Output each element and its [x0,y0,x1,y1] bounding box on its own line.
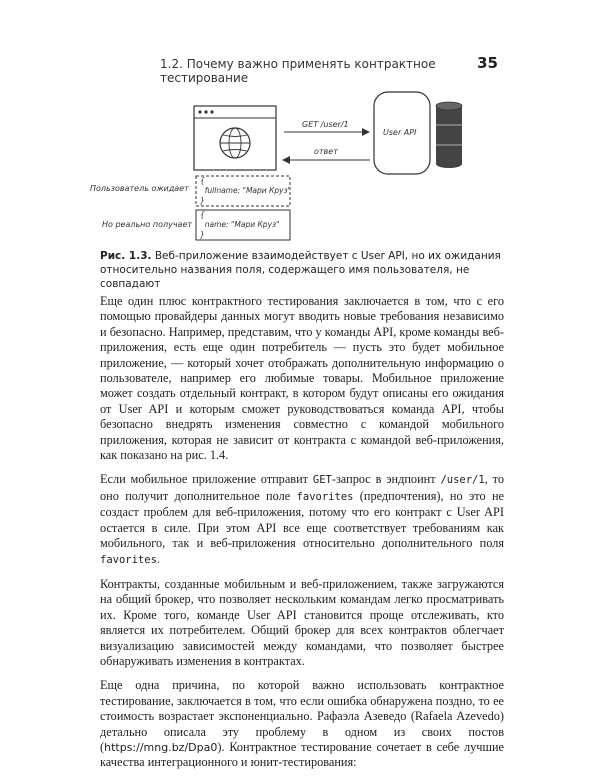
paragraph-2: Если мобильное приложение отправит GET-запрос в эндпоинт /user/1, то оно получит дополнительное поле favorites (предпочтения), но это не создаст проблем для веб-приложения, потому что его контракт с User API остается в силе. При этом API все еще соответствует требованиям как мобильного, так и веб-приложения относительно дополнительного поля favorites. [100,472,505,566]
code-get: GET [312,474,332,487]
expects-label: Пользователь ожидает [90,184,189,193]
globe-icon [220,128,250,158]
caption-label: Рис. 1.3. [100,250,152,262]
browser-dot-3 [210,110,213,113]
blog-link[interactable]: https://mng.bz/Dpa0 [104,740,218,754]
paragraph-3: Контракты, созданные мобильным и веб-приложением, также загружаются на общий брокер, что позволяет нескольким командам легко просматривать их. Кроме того, команде User API становится проще отслеживать, кто является их потребителем. Общий брокер для всех контрактов облегчает визуализацию зависимостей между командами, что позволяет быстрее обнаруживать изменения в контрактах. [100,576,504,668]
expected-json: { fullname: "Мари Круз" } [200,176,292,205]
actual-json: { name: "Мари Круз" } [200,210,280,239]
figure-caption [100,249,510,291]
database-icon [436,102,462,168]
code-favorites: favorites [296,490,354,503]
code-favorites-2: favorites [100,553,157,566]
browser-dot-2 [204,110,207,113]
receives-label: Но реально получает [102,220,193,229]
code-endpoint: /user/1 [440,474,485,487]
user-api-label: User API [383,128,417,137]
caption-text: Веб-приложение взаимодействует с User API, но их ожидания относительно названия поля, содержащего имя пользователя, не совпадают [100,250,501,290]
paragraph-4: Еще одна причина, по которой важно использовать контрактное тестирование, заключается в том, что если ошибка обнаружена поздно, то ее стоимость возрастает экспоненциально. Рафаэла Азеведо (Rafaela Azevedo) детально описала эту проблему в одном из своих постов (https://mng.bz/Dpa0). Контрактное тестирование сочетает в себе лучшие качества интеграционного и юнит-тестирования: [100,678,504,770]
response-arrowhead [282,156,290,164]
response-label: ответ [314,147,338,156]
section-title: 1.2. Почему важно применять контрактное тестирование [160,57,436,85]
paragraph-1: Еще один плюс контрактного тестирования заключается в том, что с его помощью провайдеры данных могут вводить новые требования независимо и безопасно. Например, представим, что у команды API, кроме команды веб-приложения, есть еще один потребитель — пусть это будет мобильное приложение, — который хочет отображать дополнительную информацию о пользователе, например его любимые товары. Мобильное приложение может создать отдельный контракт, в котором будут описаны его ожидания от User API и которым сможет руководствоваться команда API, чтобы безопасно внедрять изменения совместно с командой мобильного приложения, которая не зависит от контракта с командой веб-приложения, как показано на рис. 1.4. [100,294,504,463]
body-text [100,294,504,780]
browser-dot-1 [198,110,201,113]
browser-window [194,106,276,170]
figure-diagram [90,80,510,250]
get-request-label: GET /user/1 [302,120,349,129]
request-arrowhead [362,128,370,136]
page-number: 35 [477,54,498,72]
